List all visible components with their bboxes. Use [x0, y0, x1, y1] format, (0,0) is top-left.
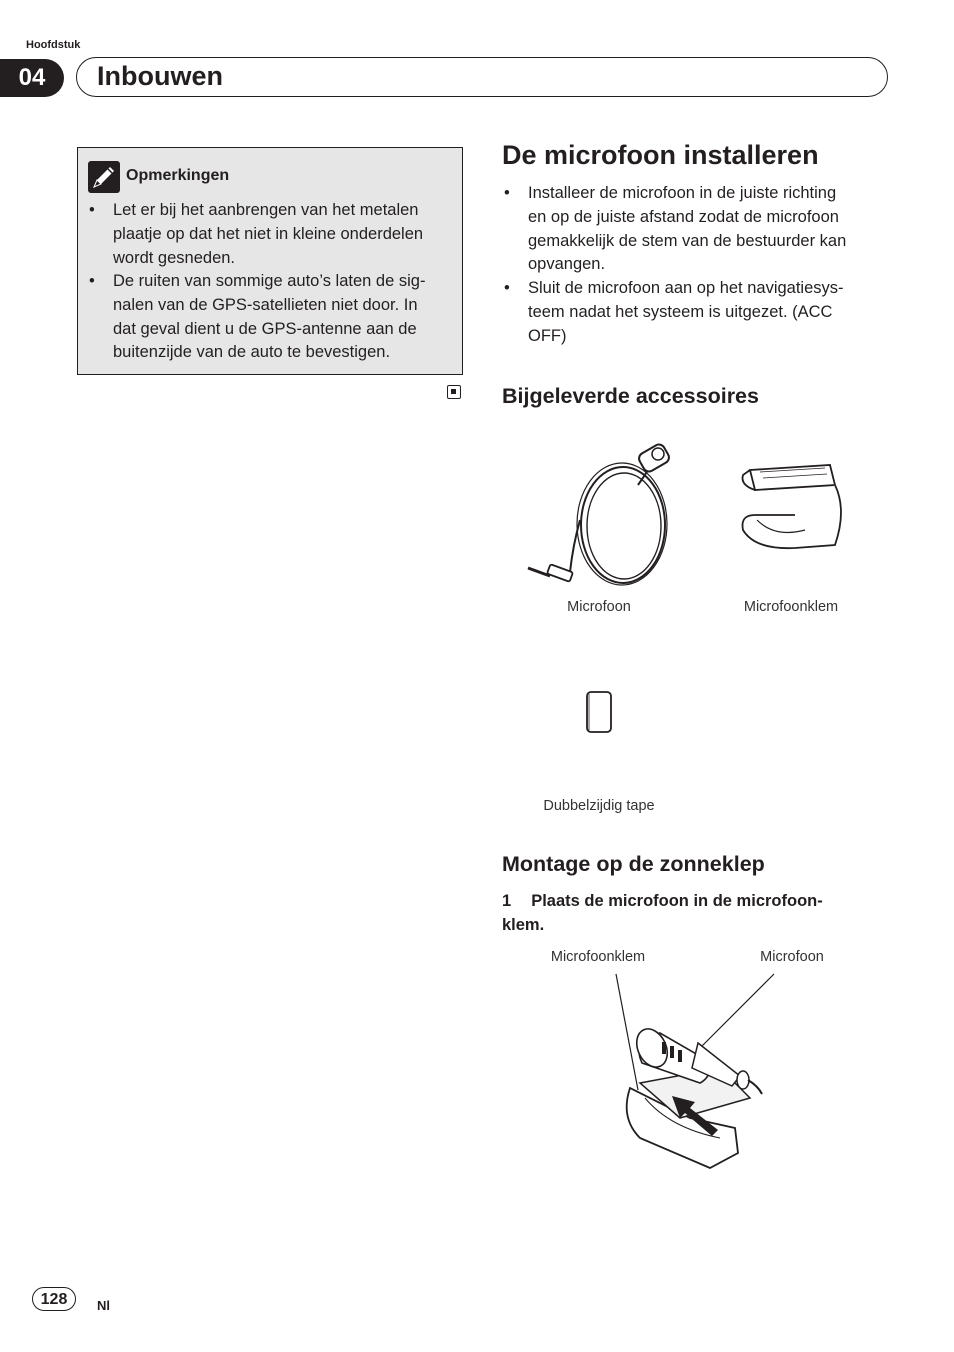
microphone-clip-illustration — [735, 460, 850, 555]
step-text-line1: Plaats de microfoon in de microfoon- — [531, 892, 823, 910]
notes-item: • Let er bij het aanbrengen van het metalen plaatje op dat het niet in kleine onderdelen wordt gesneden. — [89, 199, 459, 271]
notes-line: De ruiten van sommige auto’s laten de sig- — [113, 272, 426, 290]
notes-line: wordt gesneden. — [113, 248, 236, 267]
mounting-illustration — [600, 968, 790, 1178]
install-line: gemakkelijk de stem van de bestuurder kan — [528, 231, 847, 250]
chapter-number: 04 — [0, 59, 64, 97]
install-line: OFF) — [528, 326, 567, 345]
tape-illustration — [583, 688, 615, 736]
notes-title: Opmerkingen — [126, 167, 230, 184]
install-bullet: • Sluit de microfoon aan op het navigatiesys- teem nadat het systeem is uitgezet. (ACC OFF) — [504, 277, 904, 349]
microphone-illustration — [518, 440, 683, 590]
label-microfoonklem: Microfoonklem — [550, 949, 646, 965]
step-text-line2: klem. — [502, 916, 545, 934]
caption-tape: Dubbelzijdig tape — [543, 798, 655, 814]
notes-line: dat geval dient u de GPS-antenne aan de — [113, 319, 417, 338]
step-1 — [502, 889, 892, 937]
caption-microfoonklem: Microfoonklem — [743, 599, 839, 615]
section-title-mounting: Montage op de zonneklep — [502, 852, 765, 876]
notes-line: Let er bij het aanbrengen van het metalen — [113, 201, 419, 219]
language-code: Nl — [97, 1298, 110, 1313]
chapter-title: Inbouwen — [97, 61, 223, 91]
section-title-accessories: Bijgeleverde accessoires — [502, 384, 759, 408]
notes-line: plaatje op dat het niet in kleine onderdelen — [113, 224, 424, 243]
chapter-label: Hoofdstuk — [26, 39, 81, 51]
caption-microfoon: Microfoon — [567, 599, 631, 615]
install-line: Sluit de microfoon aan op het navigatiesys- — [528, 279, 844, 297]
label-microfoon: Microfoon — [760, 949, 824, 965]
end-of-section-marker — [447, 385, 461, 399]
step-number: 1 — [502, 892, 512, 910]
notes-line: buitenzijde van de auto te bevestigen. — [113, 343, 391, 362]
notes-line: nalen van de GPS-satellieten niet door. In — [113, 295, 418, 314]
page-number: 128 — [32, 1287, 76, 1311]
install-line: en op de juiste afstand zodat de microfoon — [528, 207, 839, 226]
pencil-icon — [88, 161, 120, 193]
install-line: opvangen. — [528, 255, 606, 274]
section-title-install: De microfoon installeren — [502, 140, 819, 170]
install-line: teem nadat het systeem is uitgezet. (ACC — [528, 302, 833, 321]
notes-item: • De ruiten van sommige auto’s laten de sig- nalen van de GPS-satellieten niet door. In dat geval dient u de GPS-antenne aan de buitenzijde van de auto te bevestigen. — [89, 270, 459, 366]
install-bullet: • Installeer de microfoon in de juiste richting en op de juiste afstand zodat de microfoon gemakkelijk de stem van de bestuurder kan opvangen. — [504, 182, 904, 278]
install-line: Installeer de microfoon in de juiste richting — [528, 184, 837, 202]
